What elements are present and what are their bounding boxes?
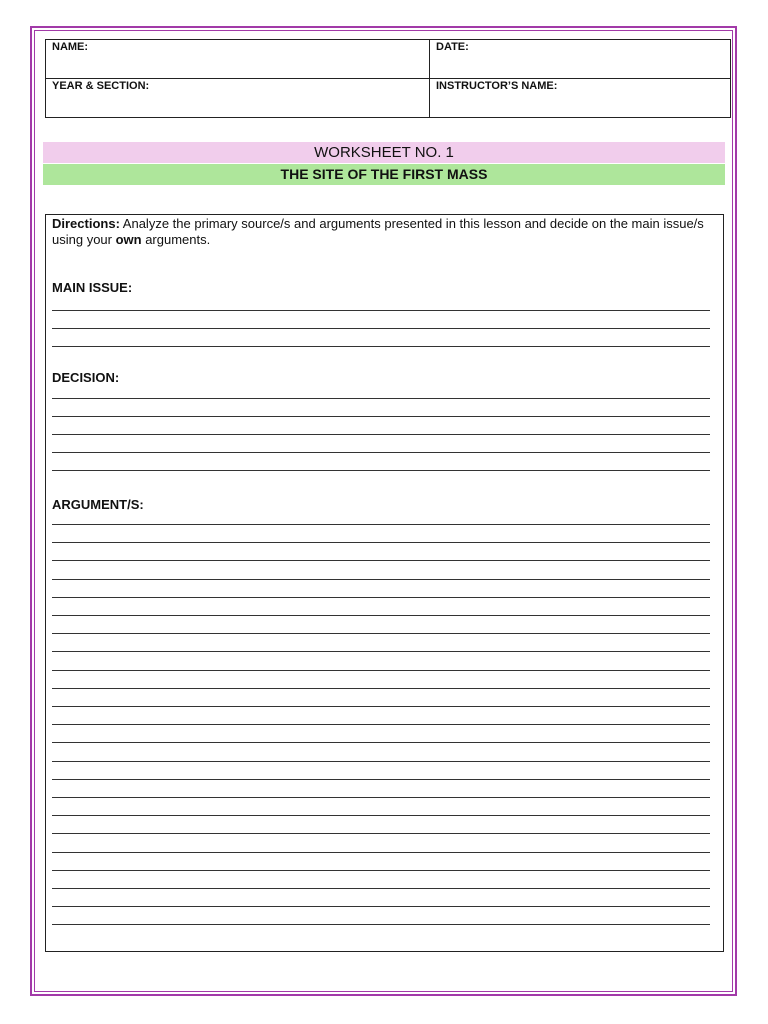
answer-line[interactable] xyxy=(52,346,710,347)
directions-label: Directions: xyxy=(52,216,120,231)
answer-line[interactable] xyxy=(52,797,710,798)
answer-line[interactable] xyxy=(52,434,710,435)
directions xyxy=(52,216,712,248)
answer-line[interactable] xyxy=(52,310,710,311)
answer-line[interactable] xyxy=(52,888,710,889)
worksheet-number: WORKSHEET NO. 1 xyxy=(43,142,725,163)
date-label: DATE: xyxy=(436,41,469,53)
answer-line[interactable] xyxy=(52,560,710,561)
answer-box xyxy=(45,214,724,952)
answer-line[interactable] xyxy=(52,706,710,707)
name-label: NAME: xyxy=(52,41,89,53)
answer-line[interactable] xyxy=(52,651,710,652)
answer-line[interactable] xyxy=(52,398,710,399)
answer-line[interactable] xyxy=(52,742,710,743)
answer-line[interactable] xyxy=(52,815,710,816)
directions-emphasis: own xyxy=(115,232,142,247)
main-issue-label: MAIN ISSUE: xyxy=(52,280,133,295)
answer-line[interactable] xyxy=(52,524,710,525)
answer-line[interactable] xyxy=(52,724,710,725)
student-info-table xyxy=(45,39,731,118)
answer-line[interactable] xyxy=(52,579,710,580)
year-section-label: YEAR & SECTION: xyxy=(52,80,150,92)
answer-line[interactable] xyxy=(52,670,710,671)
answer-line[interactable] xyxy=(52,906,710,907)
worksheet-title: THE SITE OF THE FIRST MASS xyxy=(43,164,725,185)
answer-line[interactable] xyxy=(52,833,710,834)
answer-line[interactable] xyxy=(52,688,710,689)
answer-line[interactable] xyxy=(52,924,710,925)
arguments-label: ARGUMENT/S: xyxy=(52,497,144,512)
answer-line[interactable] xyxy=(52,633,710,634)
answer-line[interactable] xyxy=(52,452,710,453)
decision-label: DECISION: xyxy=(52,370,120,385)
answer-line[interactable] xyxy=(52,615,710,616)
directions-text-1: Analyze the primary source/s and arguments presented in this lesson and decide on the main issue/s using your xyxy=(52,216,704,247)
year-section-field[interactable] xyxy=(46,79,430,118)
answer-line[interactable] xyxy=(52,597,710,598)
answer-line[interactable] xyxy=(52,328,710,329)
answer-line[interactable] xyxy=(52,542,710,543)
answer-line[interactable] xyxy=(52,852,710,853)
answer-line[interactable] xyxy=(52,470,710,471)
answer-line[interactable] xyxy=(52,779,710,780)
instructor-label: INSTRUCTOR’S NAME: xyxy=(436,80,558,92)
directions-text-2: arguments. xyxy=(141,232,211,247)
answer-line[interactable] xyxy=(52,416,710,417)
instructor-field[interactable] xyxy=(430,79,731,118)
date-field[interactable] xyxy=(430,40,731,79)
name-field[interactable] xyxy=(46,40,430,79)
answer-line[interactable] xyxy=(52,870,710,871)
answer-line[interactable] xyxy=(52,761,710,762)
